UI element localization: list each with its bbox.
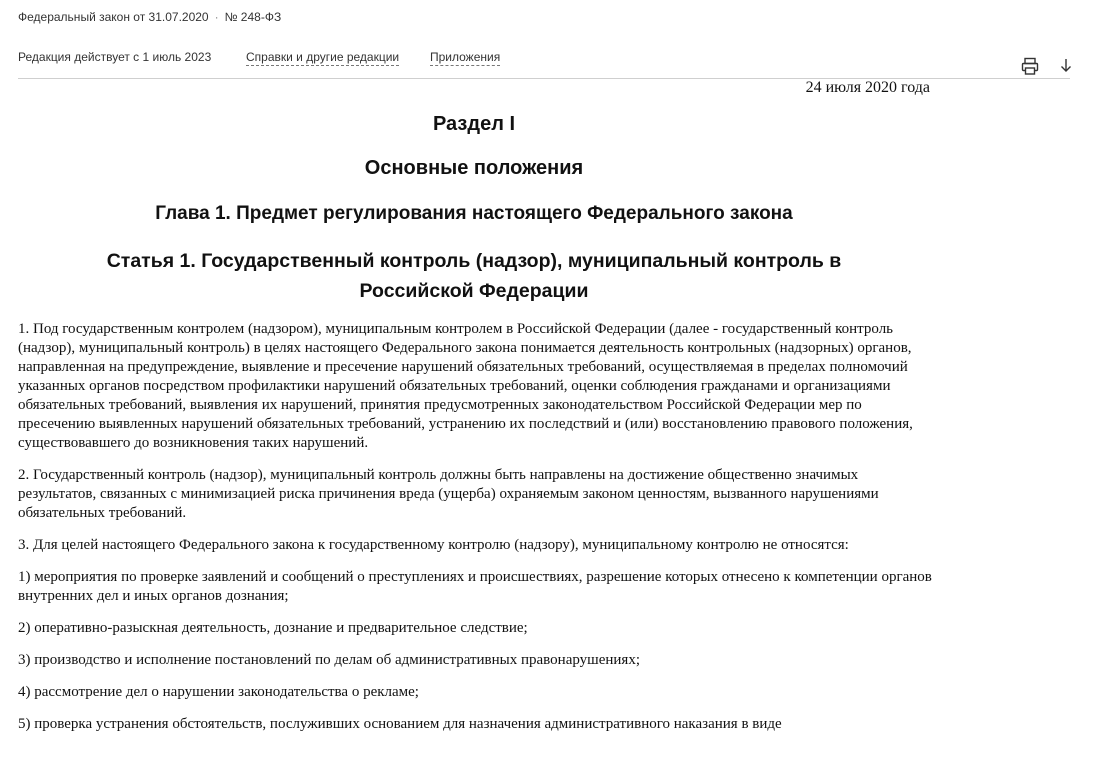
edition-label: Редакция действует с 1 июль 2023: [18, 50, 212, 64]
law-number: № 248-ФЗ: [224, 10, 282, 24]
document-date: 24 июля 2020 года: [805, 79, 930, 96]
article-title: Статья 1. Государственный контроль (надзор), муниципальный контроль в Российской Федерации: [106, 250, 842, 302]
section-title: Раздел I: [432, 113, 516, 135]
law-title: Федеральный закон от 31.07.2020: [18, 10, 209, 24]
printer-icon[interactable]: [1020, 56, 1040, 76]
list-item-5: 5) проверка устранения обстоятельств, послуживших основанием для назначения административного наказания в виде: [18, 716, 782, 732]
list-item-4: 4) рассмотрение дел о нарушении законодательства о рекламе;: [18, 684, 419, 700]
printer-icon-graphic: [1020, 56, 1040, 76]
law-header: [18, 10, 281, 24]
section-subtitle: Основные положения: [364, 157, 584, 179]
list-item-1: 1) мероприятия по проверке заявлений и сообщений о преступлениях и происшествиях, разрешение которых отнесено к компетенции органов внутренних дел и иных органов дознания;: [18, 569, 932, 604]
download-arrow-icon[interactable]: [1056, 56, 1076, 76]
download-arrow-icon-graphic: [1056, 56, 1076, 76]
list-item-2: 2) оперативно-разыскная деятельность, дознание и предварительное следствие;: [18, 620, 528, 636]
chapter-title: Глава 1. Предмет регулирования настоящего Федерального закона: [155, 203, 793, 224]
paragraph-1: 1. Под государственным контролем (надзором), муниципальным контролем в Российской Федерации (далее - государственный контроль (надзор), муниципальный контроль) в целях настоящего Федерального закона понимается деятельность контрольных (надзорных) органов, направленная на предупреждение, выявление и пресечение нарушений обязательных требований, осуществляемая в пределах полномочий указанных органов посредством профилактики нарушений обязательных требований, оценки соблюдения гражданами и организациями обязательных требований, выявления их нарушений, принятия предусмотренных законодательством Российской Федерации мер по пресечению выявленных нарушений обязательных требований, устранению их последствий и (или) восстановлению правового положения, существовавшего до возникновения таких нарушений.: [18, 321, 913, 451]
other-editions-link[interactable]: Справки и другие редакции: [246, 50, 400, 64]
header-separator: ·: [214, 10, 219, 24]
paragraph-2: 2. Государственный контроль (надзор), муниципальный контроль должны быть направлены на достижение общественно значимых результатов, связанных с минимизацией риска причинения вреда (ущерба) охраняемым законом ценностям, вызванного нарушениями обязательных требований.: [18, 467, 879, 521]
paragraph-3: 3. Для целей настоящего Федерального закона к государственному контролю (надзору), муниципальному контролю не относятся:: [18, 537, 849, 553]
document-toolbar: [18, 50, 1070, 79]
article-body: [18, 320, 933, 747]
list-item-3: 3) производство и исполнение постановлений по делам об административных правонарушениях;: [18, 652, 640, 668]
attachments-link[interactable]: Приложения: [430, 50, 501, 64]
